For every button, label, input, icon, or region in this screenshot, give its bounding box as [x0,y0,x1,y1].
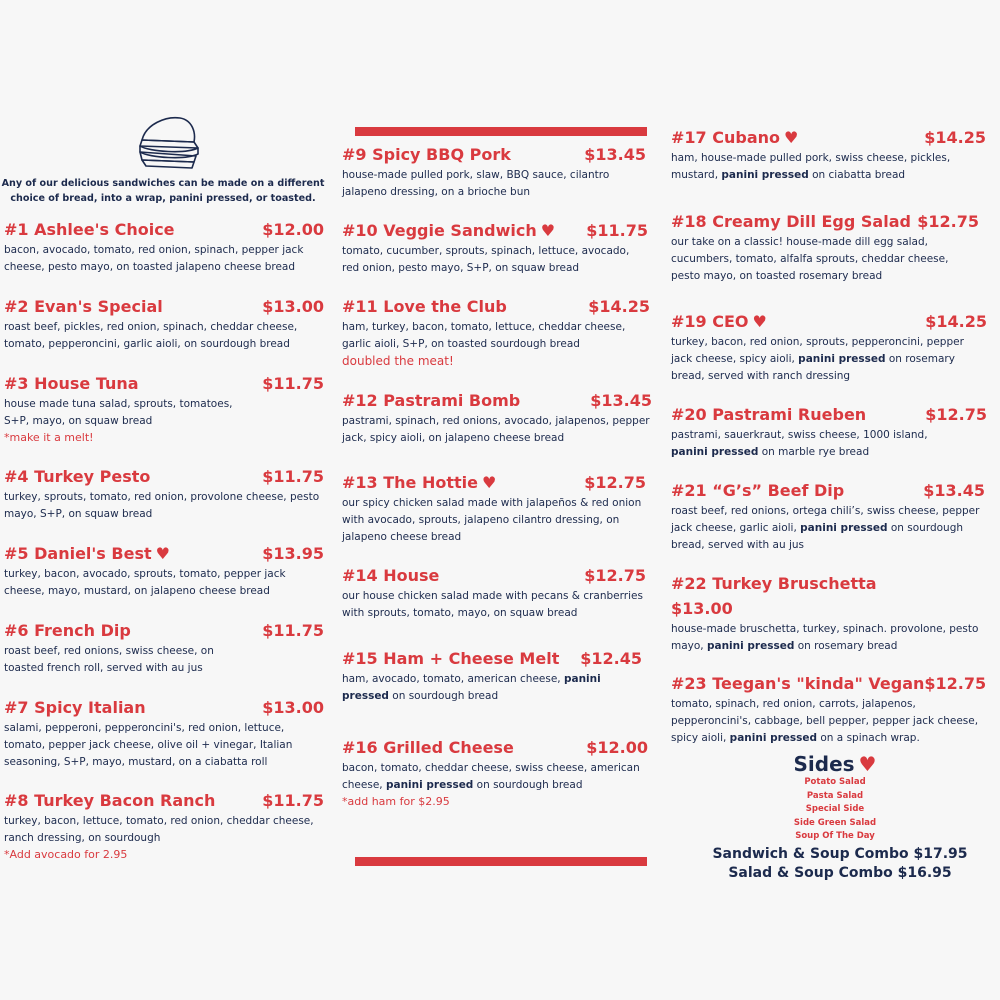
item-price: $13.00 [262,698,324,717]
item-price: $12.75 [584,473,646,492]
desc-emphasis: panini pressed [800,522,888,534]
item-description: turkey, bacon, avocado, sprouts, tomato, pepper jack cheese, mayo, mustard, on jalapeno cheese bread [4,568,286,597]
heart-icon: ♥ [155,544,170,563]
item-description: our take on a classic! house-made dill egg salad, cucumbers, tomato, alfalfa sprouts, cheddar cheese, pesto mayo, on toasted rosemary bread [671,236,949,282]
item-price: $14.25 [925,312,987,331]
menu-item-10 [342,221,648,277]
desc-emphasis: panini pressed [671,446,759,458]
sides-section [760,752,910,844]
desc-emphasis: panini pressed [706,640,795,652]
item-price: $14.25 [924,128,986,147]
item-description: our house chicken salad made with pecans & cranberries with sprouts, tomato, mayo, on squaw bread [342,590,643,619]
item-description [671,150,986,184]
menu-item-15 [342,649,642,705]
combo-item: Sandwich & Soup Combo $17.95 [712,846,968,862]
side-item: Soup Of The Day [795,831,875,841]
desc-text: on a spinach wrap. [820,732,920,744]
heart-icon: ♥ [540,221,556,240]
heart-icon: ♥ [784,128,799,147]
menu-item-16 [342,738,648,810]
side-item: Pasta Salad [806,790,864,801]
item-price: $12.00 [586,738,648,757]
item-name: #12 Pastrami Bomb [342,391,521,410]
menu-item-3 [4,374,324,446]
item-name: #22 Turkey Bruschetta [671,574,877,593]
menu-item-22 [671,574,981,655]
intro-text: Any of our delicious sandwiches can be made on a different choice of bread, into a wrap, panini pressed, or toasted. [1,178,325,204]
item-description [342,671,642,705]
desc-text: ham, avocado, tomato, american cheese, [342,673,561,685]
item-note: *add ham for $2.95 [342,795,450,808]
desc-text: house-made bruschetta, turkey, spinach. provolone, pesto mayo, [671,623,979,652]
menu-item-20 [671,405,987,461]
menu-item-13 [342,473,646,546]
item-price: $13.45 [923,481,985,500]
bottom-divider-bar [355,857,647,866]
desc-text: on sourdough bread [476,779,583,791]
item-note: *Add avocado for 2.95 [4,848,128,861]
item-description: roast beef, pickles, red onion, spinach, cheddar cheese, tomato, pepperoncini, garlic aioli, on sourdough bread [4,321,298,350]
item-price: $11.75 [262,374,324,393]
item-name: #1 Ashlee's Choice [4,220,175,239]
item-name: #6 French Dip [4,621,131,640]
item-price: $12.45 [580,649,642,668]
heart-icon: ♥ [752,312,767,331]
item-description [671,334,987,385]
heart-icon: ♥ [858,752,877,776]
item-description [671,427,931,461]
desc-text: on sourdough bread [392,690,499,702]
desc-text: tomato, spinach, red onion, carrots, jalapenos, pepperoncini's, cabbage, bell pepper, pepper jack cheese, spicy aioli, [671,698,979,744]
menu-item-1 [4,220,324,276]
item-price: $13.45 [584,145,646,164]
item-name: #5 Daniel's Best [4,544,152,563]
desc-text: on rosemary bread, served with ranch dressing [671,353,955,382]
item-name: #9 Spicy BBQ Pork [342,145,511,164]
item-name: #18 Creamy Dill Egg Salad [671,212,911,231]
menu-item-4 [4,467,324,523]
menu-item-12 [342,391,652,447]
item-name: #7 Spicy Italian [4,698,146,717]
item-name: #4 Turkey Pesto [4,467,151,486]
top-divider-bar [355,127,647,136]
menu-item-17 [671,128,986,184]
item-description: our spicy chicken salad made with jalapeños & red onion with avocado, sprouts, jalapeno cilantro dressing, on jalapeno cheese bread [342,497,642,543]
item-price: $14.25 [588,297,650,316]
item-name: #21 “G’s” Beef Dip [671,481,845,500]
heart-icon: ♥ [481,473,497,492]
sandwich-icon [136,114,202,172]
item-description [671,696,985,747]
desc-emphasis: panini pressed [385,779,474,791]
menu-item-8 [4,791,324,863]
menu-item-6 [4,621,324,677]
side-item: Potato Salad [804,777,866,787]
menu-item-9 [342,145,646,201]
side-item: Side Green Salad [793,817,877,828]
item-name: #17 Cubano [671,128,781,147]
item-price: $12.75 [917,212,979,231]
menu-item-23 [671,674,985,747]
combo-section [680,845,1000,883]
desc-text: on ciabatta bread [812,169,906,181]
desc-text: bacon, tomato, cheddar cheese, swiss cheese, american cheese, [342,762,640,791]
item-name: #13 The Hottie [342,473,478,492]
item-description: turkey, sprouts, tomato, red onion, provolone cheese, pesto mayo, S+P, on squaw bread [4,491,320,520]
item-description: tomato, cucumber, sprouts, spinach, lettuce, avocado, red onion, pesto mayo, S+P, on squaw bread [342,245,630,274]
item-name: #14 House [342,566,440,585]
desc-text: ham, house-made pulled pork, swiss cheese, pickles, mustard, [671,152,951,181]
side-item: Special Side [805,804,865,814]
item-name: #10 Veggie Sandwich [342,221,537,240]
desc-emphasis: panini pressed [721,169,809,181]
item-price: $11.75 [262,621,324,640]
item-name: #3 House Tuna [4,374,139,393]
item-name: #20 Pastrami Rueben [671,405,867,424]
desc-text: turkey, bacon, red onion, sprouts, pepperoncini, pepper jack cheese, spicy aioli, [671,336,964,365]
item-description [671,621,981,655]
item-note: *make it a melt! [4,431,94,444]
desc-text: on sourdough bread, served with au jus [671,522,964,551]
item-name: #15 Ham + Cheese Melt [342,649,560,668]
item-price: $12.75 [925,405,987,424]
item-price: $12.00 [262,220,324,239]
item-name: #19 CEO [671,312,749,331]
item-name: #2 Evan's Special [4,297,163,316]
item-description: roast beef, red onions, swiss cheese, on toasted french roll, served with au jus [4,645,214,674]
item-name: #8 Turkey Bacon Ranch [4,791,216,810]
menu-item-2 [4,297,324,353]
item-name: #11 Love the Club [342,297,507,316]
menu-item-19 [671,312,987,385]
menu-item-11 [342,297,650,369]
item-description: bacon, avocado, tomato, red onion, spinach, pepper jack cheese, pesto mayo, on toasted jalapeno cheese bread [4,244,304,273]
item-description: salami, pepperoni, pepperoncini's, red onion, lettuce, tomato, pepper jack cheese, olive oil + vinegar, Italian seasoning, S+P, mayo, mustard, on a ciabatta roll [4,722,293,768]
item-note: doubled the meat! [342,354,454,368]
desc-text: pastrami, sauerkraut, swiss cheese, 1000 island, [671,429,928,441]
item-description: house made tuna salad, sprouts, tomatoes, S+P, mayo, on squaw bread [4,398,233,427]
item-price: $13.00 [671,599,733,618]
menu-item-14 [342,566,646,622]
desc-emphasis: panini pressed [342,673,601,702]
desc-text: on rosemary bread [797,640,898,652]
sides-title: Sides [793,752,855,776]
item-name: #16 Grilled Cheese [342,738,514,757]
menu-item-21 [671,481,985,554]
item-description [342,760,648,794]
desc-emphasis: panini pressed [729,732,818,744]
item-name: #23 Teegan's "kinda" Vegan [671,674,925,693]
item-price: $11.75 [262,467,324,486]
item-price: $13.95 [262,544,324,563]
combo-item: Salad & Soup Combo $16.95 [728,865,952,881]
desc-text: roast beef, red onions, ortega chili’s, swiss cheese, pepper jack cheese, garlic aioli, [671,505,980,534]
item-price: $13.45 [590,391,652,410]
item-description: pastrami, spinach, red onions, avocado, jalapenos, pepper jack, spicy aioli, on jalapeno cheese bread [342,415,650,444]
item-description [671,503,985,554]
item-price: $12.75 [584,566,646,585]
item-price: $13.00 [262,297,324,316]
desc-text: on marble rye bread [761,446,870,458]
menu-item-7 [4,698,324,771]
item-description: house-made pulled pork, slaw, BBQ sauce, cilantro jalapeno dressing, on a brioche bun [342,169,610,198]
item-description: turkey, bacon, lettuce, tomato, red onion, cheddar cheese, ranch dressing, on sourdough [4,815,314,844]
item-price: $11.75 [586,221,648,240]
item-description: ham, turkey, bacon, tomato, lettuce, cheddar cheese, garlic aioli, S+P, on toasted sourdough bread [342,321,626,350]
item-price: $12.75 [924,674,987,693]
menu-item-18 [671,212,979,285]
desc-emphasis: panini pressed [798,353,886,365]
item-price: $11.75 [262,791,324,810]
menu-item-5 [4,544,324,600]
